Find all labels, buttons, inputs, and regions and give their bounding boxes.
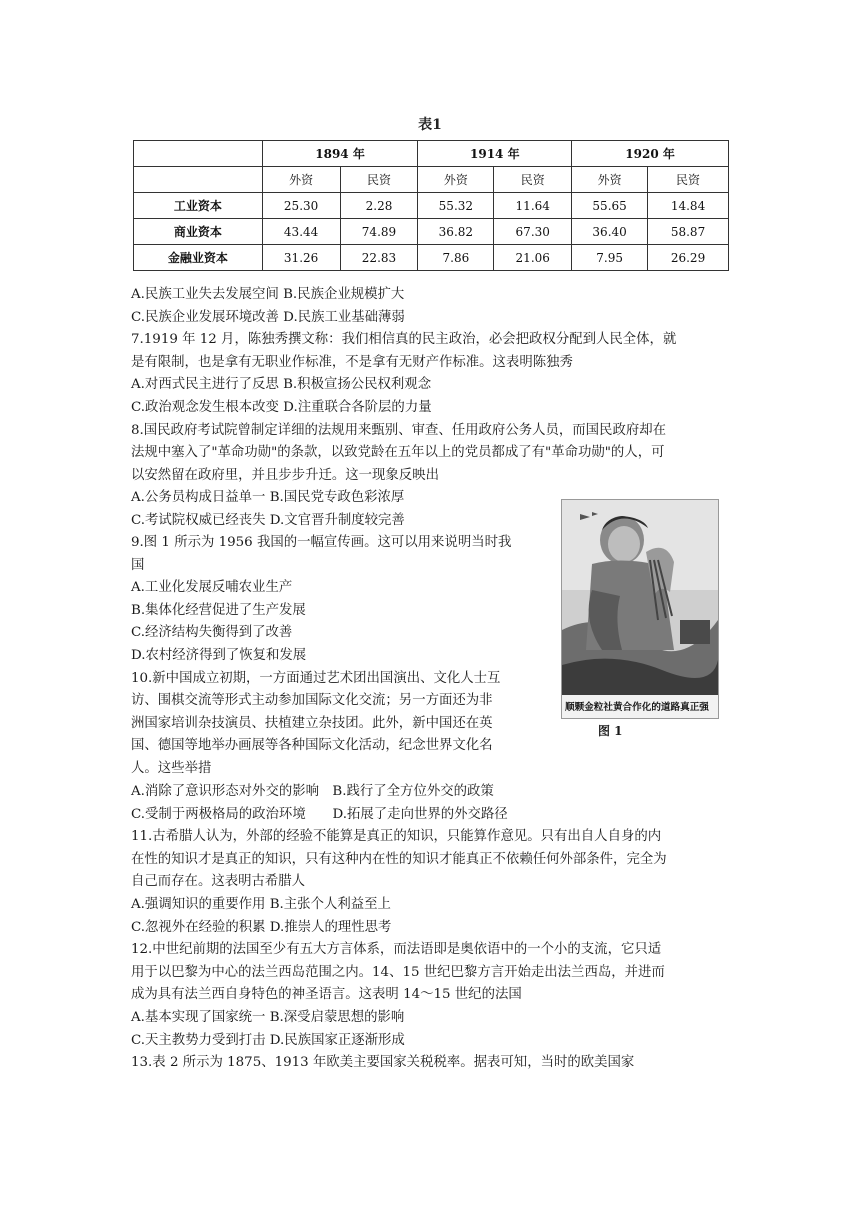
text-line: 自己而存在。这表明古希腊人	[131, 874, 306, 890]
text-line: C.经济结构失衡得到了改善	[131, 625, 293, 641]
table-cell: 7.86	[418, 245, 494, 271]
text-line: 以安然留在政府里，并且步步升迁。这一现象反映出	[131, 467, 439, 483]
text-line: 访、围棋交流等形式主动参加国际文化交流；另一方面还为非	[131, 693, 493, 709]
table-row	[134, 193, 729, 219]
text-line: C.政治观念发生根本改变 D.注重联合各阶层的力量	[131, 399, 432, 415]
text-line: A.工业化发展反哺农业生产	[131, 580, 293, 596]
table-cell: 55.65	[572, 193, 648, 219]
text-line: A.公务员构成日益单一 B.国民党专政色彩浓厚	[131, 490, 405, 506]
row-label: 金融业资本	[134, 245, 263, 271]
table-cell: 11.64	[494, 193, 572, 219]
table-cell: 31.26	[262, 245, 340, 271]
figure-1-poster	[561, 499, 719, 719]
table-cell: 58.87	[648, 219, 729, 245]
table-header-years	[134, 141, 729, 167]
year-header: 1920 年	[572, 141, 729, 167]
text-line: 国、德国等地举办画展等各种国际文化活动，纪念世界文化名	[131, 738, 493, 754]
text-line: 是有限制，也是拿有无职业作标准，不是拿有无财产作标准。这表明陈独秀	[131, 354, 573, 370]
table-cell: 7.95	[572, 245, 648, 271]
text-line: 洲国家培训杂技演员、扶植建立杂技团。此外，新中国还在英	[131, 715, 493, 731]
text-line: A.民族工业失去发展空间 B.民族企业规模扩大	[131, 287, 405, 302]
table-cell: 2.28	[340, 193, 418, 219]
table-cell: 26.29	[648, 245, 729, 271]
text-line: 13.表 2 所示为 1875、1913 年欧美主要国家关税税率。据表可知，当时的欧美国家	[131, 1055, 635, 1071]
table-1	[133, 140, 729, 271]
row-label: 工业资本	[134, 193, 263, 219]
subheader-cell: 民资	[340, 167, 418, 193]
questions-10-13-block	[131, 781, 731, 1075]
text-line: 8.国民政府考试院曾制定详细的法规用来甄别、审查、任用政府公务人员，而国民政府却在	[131, 422, 667, 438]
table-cell: 67.30	[494, 219, 572, 245]
text-line: 国	[131, 557, 145, 573]
text-line: C.考试院权威已经丧失 D.文官晋升制度较完善	[131, 512, 405, 528]
table-cell: 55.32	[418, 193, 494, 219]
text-line: 用于以巴黎为中心的法兰西岛范围之内。14、15 世纪巴黎方言开始走出法兰西岛，并进而	[131, 964, 665, 980]
text-line: A.消除了意识形态对外交的影响 B.践行了全方位外交的政策	[131, 784, 494, 799]
table-cell: 21.06	[494, 245, 572, 271]
table-cell: 36.82	[418, 219, 494, 245]
table-cell: 36.40	[572, 219, 648, 245]
table-header-capital-type	[134, 167, 729, 193]
year-header: 1914 年	[418, 141, 572, 167]
text-line: C.天主教势力受到打击 D.民族国家正逐渐形成	[131, 1032, 405, 1048]
row-label: 商业资本	[134, 219, 263, 245]
text-line: 法规中塞入了"革命功勋"的条款，以致党龄在五年以上的党员都成了有"革命功勋"的人，可	[131, 445, 665, 461]
subheader-cell: 外资	[418, 167, 494, 193]
subheader-cell: 民资	[648, 167, 729, 193]
text-line: 7.1919 年 12 月，陈独秀撰文称：我们相信真的民主政治，必会把政权分配到人民全体，就	[131, 332, 677, 348]
table-cell: 14.84	[648, 193, 729, 219]
text-line: A.对西式民主进行了反思 B.积极宣扬公民权利观念	[131, 377, 432, 393]
table-corner-cell	[134, 141, 263, 167]
table-blank-cell	[134, 167, 263, 193]
text-line: D.农村经济得到了恢复和发展	[131, 647, 307, 663]
questions-9-10-block	[131, 532, 551, 781]
table-cell: 43.44	[262, 219, 340, 245]
poster-image	[562, 500, 718, 718]
table-cell: 22.83	[340, 245, 418, 271]
text-line: B.集体化经营促进了生产发展	[131, 602, 306, 618]
text-line: C.忽视外在经验的积累 D.推崇人的理性思考	[131, 919, 392, 935]
table-row	[134, 245, 729, 271]
text-line: 11.古希腊人认为，外部的经验不能算是真正的知识，只能算作意见。只有出自人自身的内	[131, 829, 662, 845]
year-header: 1894 年	[262, 141, 418, 167]
text-line: C.民族企业发展环境改善 D.民族工业基础薄弱	[131, 309, 405, 325]
subheader-cell: 民资	[494, 167, 572, 193]
poster-banner-text: 顺颗金粒社黄合作化的道路真正强	[565, 702, 709, 713]
text-line: 成为具有法兰西自身特色的神圣语言。这表明 14～15 世纪的法国	[131, 987, 522, 1003]
text-line: 9.图 1 所示为 1956 我国的一幅宣传画。这可以用来说明当时我	[131, 535, 512, 550]
text-line: 人。这些举措	[131, 760, 212, 776]
table-title: 表1	[418, 117, 442, 133]
text-line: C.受制于两极格局的政治环境 D.拓展了走向世界的外交路径	[131, 806, 508, 822]
text-line: A.强调知识的重要作用 B.主张个人利益至上	[131, 896, 391, 912]
table-row	[134, 219, 729, 245]
subheader-cell: 外资	[572, 167, 648, 193]
figure-caption: 图 1	[598, 724, 623, 738]
subheader-cell: 外资	[262, 167, 340, 193]
text-line: 12.中世纪前期的法国至少有五大方言体系，而法语即是奥依语中的一个小的支流，它只适	[131, 942, 662, 958]
questions-6-8-block	[131, 284, 731, 533]
text-line: 10.新中国成立初期，一方面通过艺术团出国演出、文化人士互	[131, 670, 501, 686]
table-cell: 25.30	[262, 193, 340, 219]
text-line: A.基本实现了国家统一 B.深受启蒙思想的影响	[131, 1009, 405, 1025]
text-line: 在性的知识才是真正的知识，只有这种内在性的知识才能真正不依赖任何外部条件，完全为	[131, 851, 667, 867]
table-cell: 74.89	[340, 219, 418, 245]
